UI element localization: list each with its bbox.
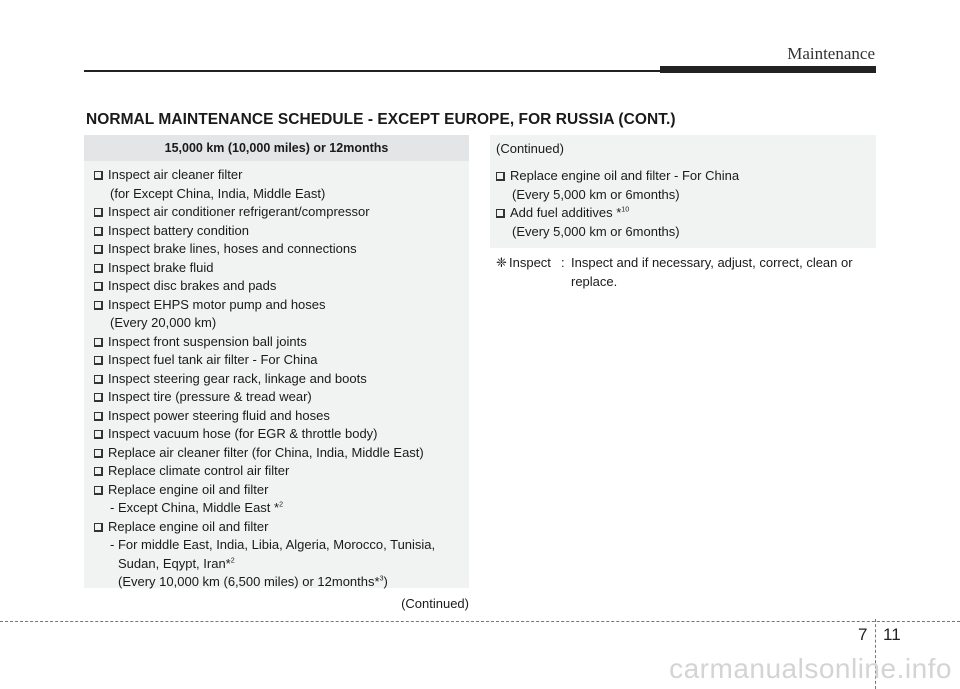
header-rule [84, 70, 660, 72]
checkbox-icon [94, 171, 103, 180]
schedule-list [84, 161, 469, 592]
note-term: Inspect [509, 255, 551, 270]
page-heading: NORMAL MAINTENANCE SCHEDULE - EXCEPT EUROPE, FOR RUSSIA (CONT.) [86, 111, 676, 128]
list-item: Inspect vacuum hose (for EGR & throttle body) [94, 425, 469, 444]
list-item: Replace air cleaner filter (for China, India, Middle East) [94, 444, 469, 463]
checkbox-icon [496, 172, 505, 181]
continued-label: (Continued) [401, 596, 469, 611]
header-rule-accent [660, 66, 876, 73]
checkbox-icon [94, 393, 103, 402]
chapter-number: 7 [858, 625, 868, 644]
list-item: Add fuel additives *$^{10}$ (Every 5,000 km or 6months) [496, 204, 876, 241]
checkbox-icon [94, 356, 103, 365]
checkbox-icon [94, 227, 103, 236]
note-definition-cont: replace. [571, 273, 618, 289]
list-item: Inspect front suspension ball joints [94, 333, 469, 352]
watermark: carmanualsonline.info [669, 653, 952, 684]
checkbox-icon [94, 523, 103, 532]
continued-label: (Continued) [496, 141, 564, 156]
list-item: Replace engine oil and filter - For middle East, India, Libia, Algeria, Morocco, Tunisia, Sudan, Eqypt, Iran*$^2$ (Every 10,000 km (6,500 miles) or 12months*$^3$) [94, 518, 469, 592]
schedule-list [490, 158, 876, 241]
checkbox-icon [94, 467, 103, 476]
list-item: Inspect power steering fluid and hoses [94, 407, 469, 426]
section-title: Maintenance [787, 44, 875, 63]
list-item: Inspect brake lines, hoses and connections [94, 240, 469, 259]
checkbox-icon [94, 375, 103, 384]
inspect-note: ❈ Inspect : Inspect and if necessary, adjust, correct, clean or replace. [496, 254, 876, 291]
checkbox-icon [94, 486, 103, 495]
list-item: Inspect battery condition [94, 222, 469, 241]
list-item: Replace climate control air filter [94, 462, 469, 481]
footer-rule [0, 621, 960, 622]
checkbox-icon [94, 430, 103, 439]
checkbox-icon [496, 209, 505, 218]
list-item: Inspect steering gear rack, linkage and boots [94, 370, 469, 389]
note-definition: Inspect and if necessary, adjust, correct, clean or [571, 255, 853, 270]
list-item: Inspect EHPS motor pump and hoses (Every 20,000 km) [94, 296, 469, 333]
list-item: Replace engine oil and filter - For China (Every 5,000 km or 6months) [496, 167, 876, 204]
checkbox-icon [94, 264, 103, 273]
list-item: Inspect disc brakes and pads [94, 277, 469, 296]
schedule-box-15000km [84, 135, 469, 588]
checkbox-icon [94, 208, 103, 217]
checkbox-icon [94, 245, 103, 254]
checkbox-icon [94, 412, 103, 421]
checkbox-icon [94, 338, 103, 347]
list-item: Replace engine oil and filter - Except China, Middle East *$^2$ [94, 481, 469, 518]
list-item: Inspect fuel tank air filter - For China [94, 351, 469, 370]
list-item: Inspect brake fluid [94, 259, 469, 278]
note-symbol-icon: ❈ [496, 255, 507, 270]
checkbox-icon [94, 301, 103, 310]
list-item: Inspect tire (pressure & tread wear) [94, 388, 469, 407]
checkbox-icon [94, 282, 103, 291]
schedule-box-title: 15,000 km (10,000 miles) or 12months [84, 135, 469, 161]
list-item: Inspect air conditioner refrigerant/compressor [94, 203, 469, 222]
list-item: Inspect air cleaner filter (for Except China, India, Middle East) [94, 166, 469, 203]
checkbox-icon [94, 449, 103, 458]
schedule-box-continued [490, 135, 876, 248]
page-number: 11 [883, 625, 901, 644]
